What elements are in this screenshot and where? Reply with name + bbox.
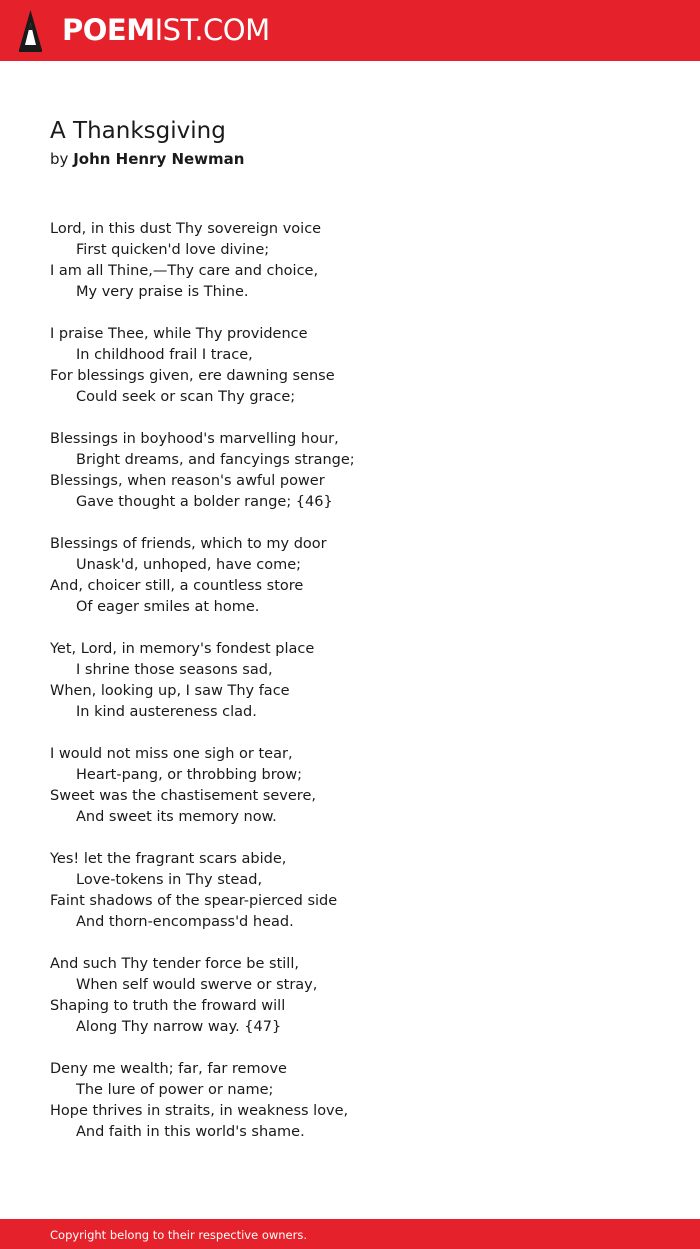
poem-line: Could seek or scan Thy grace; (76, 389, 296, 405)
poem-line: Unask'd, unhoped, have come; (76, 557, 301, 573)
poem-line: In childhood frail I trace, (76, 347, 253, 363)
stanza (50, 849, 650, 933)
poem-line: Love-tokens in Thy stead, (76, 872, 263, 888)
poem-line: The lure of power or name; (76, 1082, 274, 1098)
poem-line: And thorn-encompass'd head. (76, 914, 294, 930)
stanza (50, 429, 650, 513)
poem-line: First quicken'd love divine; (76, 242, 270, 258)
brand-bold: POEM (62, 13, 155, 47)
pencil-tip-icon (18, 9, 43, 52)
poem-line: Blessings, when reason's awful power (50, 473, 325, 489)
stanza (50, 324, 650, 408)
poem-line: Blessings of friends, which to my door (50, 536, 327, 552)
stanza (50, 744, 650, 828)
site-footer (0, 1219, 700, 1249)
site-logo-link[interactable] (62, 12, 270, 48)
poem-line: And, choicer still, a countless store (50, 578, 304, 594)
poem-line: When, looking up, I saw Thy face (50, 683, 290, 699)
brand-light: IST.COM (154, 13, 270, 47)
poem-line: For blessings given, ere dawning sense (50, 368, 335, 384)
poem-body (50, 219, 650, 1164)
poem-line: In kind austereness clad. (76, 704, 257, 720)
poem-line: Bright dreams, and fancyings strange; (76, 452, 355, 468)
poem-line: Along Thy narrow way. {47} (76, 1019, 282, 1035)
byline (50, 149, 244, 169)
stanza (50, 954, 650, 1038)
poem-line: Sweet was the chastisement severe, (50, 788, 316, 804)
poem-line: I shrine those seasons sad, (76, 662, 273, 678)
poem-line: I praise Thee, while Thy providence (50, 326, 308, 342)
poem-line: And sweet its memory now. (76, 809, 277, 825)
poem-line: Heart-pang, or throbbing brow; (76, 767, 303, 783)
poem-line: Yes! let the fragrant scars abide, (50, 851, 287, 867)
stanza (50, 534, 650, 618)
poem-line: Blessings in boyhood's marvelling hour, (50, 431, 339, 447)
by-label: by (50, 150, 69, 168)
poem-line: Hope thrives in straits, in weakness love, (50, 1103, 349, 1119)
poem-line: Faint shadows of the spear-pierced side (50, 893, 338, 909)
poem-line: Lord, in this dust Thy sovereign voice (50, 221, 322, 237)
poem-line: Deny me wealth; far, far remove (50, 1061, 287, 1077)
stanza (50, 1059, 650, 1143)
site-header (0, 0, 700, 61)
poem-line: Yet, Lord, in memory's fondest place (50, 641, 315, 657)
copyright-text: Copyright belong to their respective owners. (50, 1228, 308, 1242)
poem-line: I am all Thine,—Thy care and choice, (50, 263, 319, 279)
stanza (50, 219, 650, 303)
stanza (50, 639, 650, 723)
author-name: John Henry Newman (73, 150, 245, 168)
poem-title: A Thanksgiving (50, 118, 226, 144)
poem-line: Of eager smiles at home. (76, 599, 260, 615)
poem-line: Gave thought a bolder range; {46} (76, 494, 333, 510)
poem-line: I would not miss one sigh or tear, (50, 746, 293, 762)
poem-line: And faith in this world's shame. (76, 1124, 305, 1140)
poem-line: And such Thy tender force be still, (50, 956, 299, 972)
poem-line: When self would swerve or stray, (76, 977, 318, 993)
poem-line: Shaping to truth the froward will (50, 998, 286, 1014)
poem-line: My very praise is Thine. (76, 284, 249, 300)
